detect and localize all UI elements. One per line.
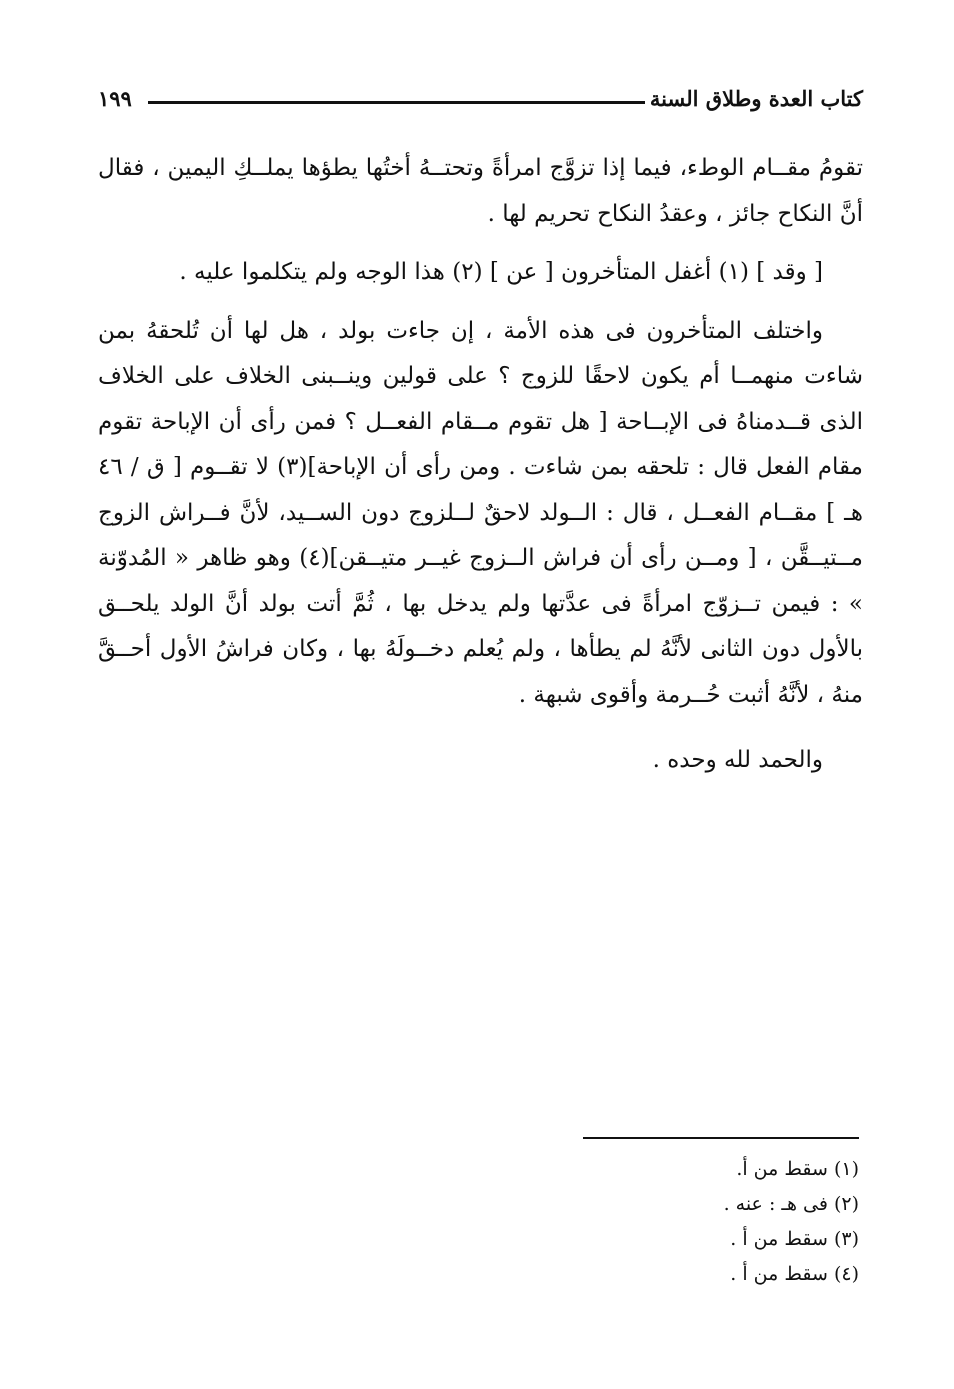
footnote-text: سقط من أ . <box>730 1263 828 1285</box>
paragraph-2: [ وقد ] (١) أغفل المتأخرون [ عن ] (٢) هذا الوجه ولم يتكلموا عليه . <box>179 259 823 285</box>
footnote-text: سقط من أ . <box>730 1228 828 1250</box>
footnote-text: سقط من أ. <box>736 1158 828 1180</box>
main-text <box>98 146 863 797</box>
closing-line: والحمد لله وحده . <box>652 747 823 773</box>
paragraph-1: تقومُ مقــام الوطء، فيما إذا تزوَّج امرأةً وتحتــهُ أختُها يطؤها يملــكِ اليمين ، فقال أنَّ النكاح جائز ، وعقدُ النكاح تحريم لها . <box>98 155 863 227</box>
footnote-4 <box>459 1257 859 1292</box>
footnote-number: (٣) <box>833 1228 859 1250</box>
footnote-number: (٤) <box>833 1263 859 1285</box>
footnote-number: (١) <box>833 1158 859 1180</box>
footnote-3 <box>459 1222 859 1257</box>
paragraph-3: واختلف المتأخرون فى هذه الأمة ، إن جاءت بولد ، هل لها أن تُلحقهُ بمن شاءت منهمــا أم يكون لاحقًا للزوج ؟ على قولين وينــبنى الخلاف على الخلاف الذى قــدمناهُ فى الإبــاحة [ هل تقوم مــقام الفعــل ؟ فمن رأى أن الإباحة تقوم مقام الفعل قال : تلحقه بمن شاءت . ومن رأى أن الإباحة](٣) لا تقــوم [ ق / ٤٦ هـ ] مقــام الفعــل ، قال : الــولد لاحقٌ لــلزوج دون الســيد، لأنَّ فــراش الزوج مــتيــقَّن ، [ ومــن رأى أن فراش الــزوج غيــر متيــقن](٤) وهو ظاهر « المُدوّنة » : فيمن تــزوّج امرأةً فى عدَّتها ولم يدخل بها ، ثُمَّ أتت بولد أنَّ الولد يلحــق بالأول دون الثانى لأنَّهُ لم يطأها ، ولم يُعلم دخــولَهُ بها ، وكان فراشُ الأول أحــقَّ منهُ ، لأنَّهُ أثبت حُــرمة وأقوى شبهة . <box>98 317 863 708</box>
header-title: كتاب العدة وطلاق السنة <box>649 86 863 111</box>
footnote-number: (٢) <box>833 1193 859 1215</box>
footnote-2 <box>459 1187 859 1222</box>
running-header <box>98 86 863 122</box>
footnote-text: فى هـ : عنه . <box>723 1193 828 1215</box>
page-number: ١٩٩ <box>98 86 132 111</box>
header-rule <box>148 101 645 104</box>
footnotes <box>459 1152 859 1292</box>
footnote-1 <box>459 1152 859 1187</box>
footnote-separator <box>583 1137 859 1139</box>
